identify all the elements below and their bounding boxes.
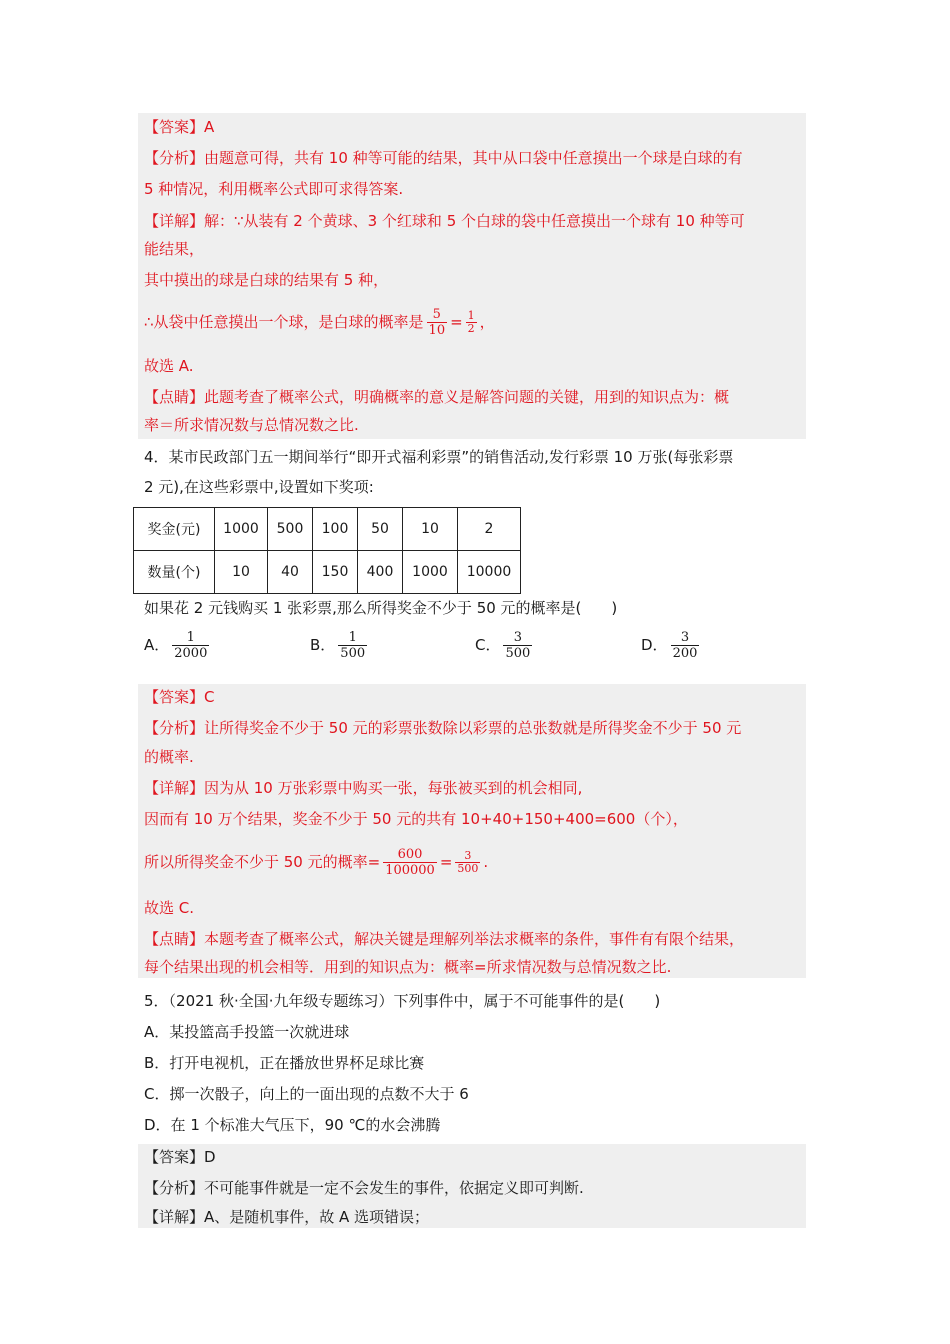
- q4-analysis-line-1: 【分析】让所得奖金不少于 50 元的彩票张数除以彩票的总张数就是所得奖金不少于 50 元: [144, 719, 742, 737]
- q4-detail-probability: [144, 844, 488, 880]
- q4-comment-line-2: 每个结果出现的机会相等．用到的知识点为：概率=所求情况数与总情况数之比.: [144, 958, 672, 976]
- option-fraction: [172, 630, 209, 661]
- fraction-numerator: 3: [680, 630, 690, 645]
- q4-analysis-line-2: 的概率.: [144, 748, 194, 766]
- fraction-numerator: 3: [464, 849, 472, 862]
- q3-comment-line-2: 率＝所求情况数与总情况数之比.: [144, 416, 359, 434]
- q4-answer: 【答案】C: [144, 688, 215, 706]
- q3-analysis-line-1: 【分析】由题意可得，共有 10 种等可能的结果，其中从口袋中任意摸出一个球是白球的有: [144, 149, 743, 167]
- q3-fraction-five-tenths: [427, 307, 448, 338]
- fraction-denominator: 10: [428, 323, 446, 338]
- prize-table: [133, 507, 521, 594]
- equals-sign: =: [450, 313, 463, 331]
- option-label: D．: [641, 636, 668, 654]
- fraction-numerator: 1: [348, 630, 357, 645]
- fraction-numerator: 1: [467, 309, 475, 322]
- equals-sign: =: [439, 853, 453, 871]
- table-cell: 400: [358, 551, 403, 594]
- q3-fraction-one-half: [466, 310, 477, 335]
- option-fraction: [503, 630, 532, 661]
- q4-question: 如果花 2 元钱购买 1 张彩票,那么所得奖金不少于 50 元的概率是( ): [144, 599, 618, 617]
- q4-detail-line-1: 【详解】因为从 10 万张彩票中购买一张，每张被买到的机会相同,: [144, 779, 583, 797]
- fraction-denominator: 500: [505, 646, 531, 661]
- fraction-numerator: 3: [513, 630, 523, 645]
- option-label: C．: [475, 636, 501, 654]
- q5-answer: 【答案】D: [144, 1148, 216, 1166]
- fraction-denominator: 100000: [385, 863, 435, 878]
- fraction-numerator: 600: [397, 847, 423, 862]
- table-cell: 100: [313, 508, 358, 551]
- q4-comment-line-1: 【点睛】本题考查了概率公式，解决关键是理解列举法求概率的条件，事件有有限个结果，: [144, 930, 745, 948]
- q3-answer: 【答案】A: [144, 118, 215, 136]
- table-cell: 150: [313, 551, 358, 594]
- q4-option-b: [310, 630, 370, 661]
- table-cell: 2: [458, 508, 521, 551]
- q3-probability-text: ∴从袋中任意摸出一个球，是白球的概率是: [144, 313, 424, 331]
- q4-fraction-3-over-500: [455, 850, 480, 875]
- fraction-denominator: 2: [467, 322, 475, 335]
- option-fraction: [338, 630, 367, 661]
- table-row: [134, 551, 521, 594]
- q5-option-a: A．某投篮高手投篮一次就进球: [144, 1023, 350, 1041]
- q5-option-d: D．在 1 个标准大气压下，90 ℃的水会沸腾: [144, 1116, 441, 1134]
- q4-probability-text: 所以所得奖金不少于 50 元的概率=: [144, 853, 381, 871]
- q5-option-b: B．打开电视机，正在播放世界杯足球比赛: [144, 1054, 425, 1072]
- q4-stem-line-2: 2 元),在这些彩票中,设置如下奖项:: [144, 478, 374, 496]
- q4-option-d: [641, 630, 702, 661]
- table-cell: 500: [268, 508, 313, 551]
- q5-option-c: C．掷一次骰子，向上的一面出现的点数不大于 6: [144, 1085, 469, 1103]
- q4-option-a: [144, 630, 212, 661]
- q3-comment-line-1: 【点睛】此题考查了概率公式，明确概率的意义是解答问题的关键，用到的知识点为：概: [144, 388, 730, 406]
- option-fraction: [671, 630, 700, 661]
- option-label: A．: [144, 636, 170, 654]
- q5-detail: 【详解】A、是随机事件，故 A 选项错误；: [144, 1208, 430, 1226]
- q3-detail-line-1: 【详解】解：∵从装有 2 个黄球、3 个红球和 5 个白球的袋中任意摸出一个球有 10 种等可: [144, 212, 745, 230]
- table-cell: 10: [403, 508, 458, 551]
- q5-analysis: 【分析】不可能事件就是一定不会发生的事件，依据定义即可判断.: [144, 1179, 584, 1197]
- q3-detail-line-2: 能结果，: [144, 240, 205, 258]
- q4-choose: 故选 C.: [144, 899, 195, 917]
- row-header-prize: 奖金(元): [134, 508, 215, 551]
- fraction-denominator: 2000: [174, 646, 208, 661]
- fraction-denominator: 200: [672, 646, 698, 661]
- fraction-denominator: 500: [340, 646, 366, 661]
- table-cell: 1000: [403, 551, 458, 594]
- fraction-numerator: 5: [432, 307, 441, 322]
- table-cell: 10000: [458, 551, 521, 594]
- punctuation: ，: [479, 313, 495, 331]
- option-label: B．: [310, 636, 336, 654]
- q4-option-c: [475, 630, 535, 661]
- q3-analysis-line-2: 5 种情况，利用概率公式即可求得答案.: [144, 180, 404, 198]
- table-row: [134, 508, 521, 551]
- punctuation: .: [483, 853, 489, 871]
- fraction-denominator: 500: [457, 862, 479, 875]
- q3-detail-line-3: 其中摸出的球是白球的结果有 5 种，: [144, 271, 389, 289]
- q3-detail-probability: [144, 304, 495, 340]
- table-cell: 40: [268, 551, 313, 594]
- q5-stem: 5．（2021 秋·全国·九年级专题练习）下列事件中，属于不可能事件的是( ): [144, 992, 661, 1010]
- table-cell: 1000: [215, 508, 268, 551]
- row-header-quantity: 数量(个): [134, 551, 215, 594]
- q3-choose: 故选 A.: [144, 357, 194, 375]
- table-cell: 10: [215, 551, 268, 594]
- q4-fraction-600-over-100000: [383, 847, 437, 878]
- q4-detail-line-2: 因而有 10 万个结果，奖金不少于 50 元的共有 10+40+150+400=600（个），: [144, 810, 688, 828]
- table-cell: 50: [358, 508, 403, 551]
- fraction-numerator: 1: [186, 630, 195, 645]
- q4-stem-line-1: 4．某市民政部门五一期间举行“即开式福利彩票”的销售活动,发行彩票 10 万张(每张彩票: [144, 448, 734, 466]
